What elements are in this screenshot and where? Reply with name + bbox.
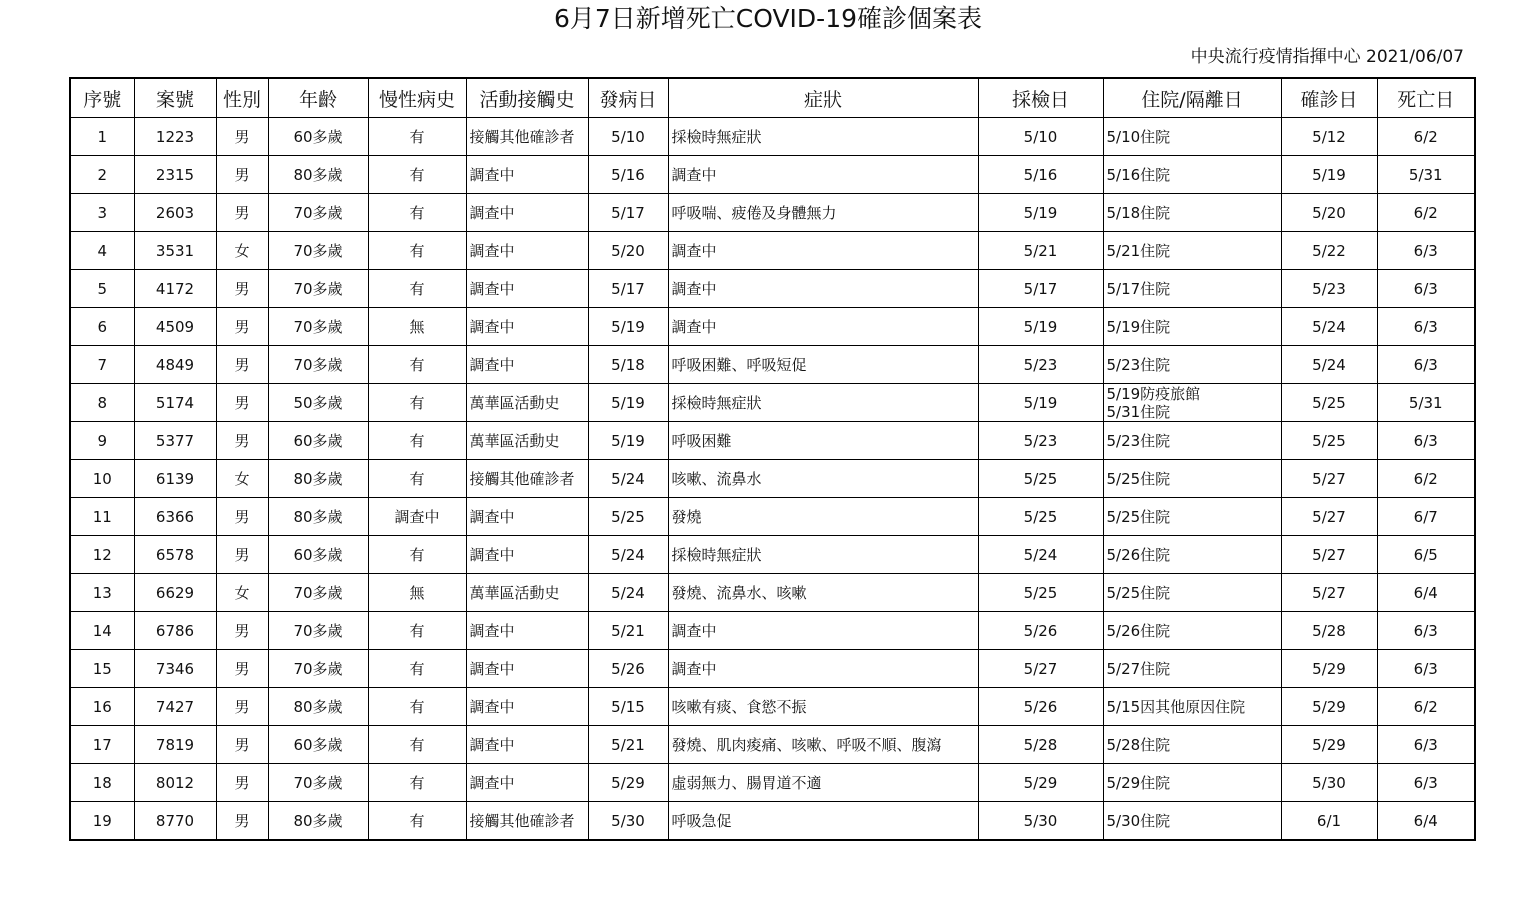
case-number-cell: 4849 [134, 346, 216, 384]
onset-date-cell: 5/15 [588, 688, 668, 726]
contact-history-cell: 調查中 [466, 650, 588, 688]
admission-date-cell: 5/25住院 [1103, 498, 1281, 536]
confirmation-date-cell: 5/25 [1281, 384, 1377, 422]
chronic-history-cell: 有 [368, 536, 466, 574]
symptoms-cell: 調查中 [668, 270, 978, 308]
chronic-history-cell: 有 [368, 118, 466, 156]
death-date-cell: 6/3 [1377, 308, 1475, 346]
symptoms-cell: 調查中 [668, 308, 978, 346]
table-row [70, 688, 1475, 726]
source-date: 中央流行疫情指揮中心 2021/06/07 [1190, 47, 1464, 67]
age-cell: 80多歲 [268, 156, 368, 194]
admission-date-cell: 5/21住院 [1103, 232, 1281, 270]
table-row [70, 764, 1475, 802]
case-number-cell: 2603 [134, 194, 216, 232]
sampling-date-cell: 5/16 [978, 156, 1103, 194]
gender-header: 性別 [216, 78, 268, 118]
case-number-cell: 7427 [134, 688, 216, 726]
chronic-history-cell: 有 [368, 156, 466, 194]
symptoms-cell: 呼吸困難、呼吸短促 [668, 346, 978, 384]
serial-cell: 9 [70, 422, 134, 460]
onset-date-cell: 5/17 [588, 194, 668, 232]
gender-cell: 男 [216, 764, 268, 802]
sampling-date-cell: 5/23 [978, 346, 1103, 384]
death-date-cell: 6/3 [1377, 232, 1475, 270]
table-row [70, 308, 1475, 346]
sampling-date-cell: 5/27 [978, 650, 1103, 688]
age-cell: 80多歲 [268, 460, 368, 498]
serial-cell: 12 [70, 536, 134, 574]
contact-history-cell: 調查中 [466, 688, 588, 726]
table-row [70, 346, 1475, 384]
serial-cell: 16 [70, 688, 134, 726]
serial-cell: 5 [70, 270, 134, 308]
admission-date-cell: 5/26住院 [1103, 612, 1281, 650]
admission-date-header: 住院/隔離日 [1103, 78, 1281, 118]
table-row [70, 384, 1475, 422]
case-number-cell: 2315 [134, 156, 216, 194]
sampling-date-cell: 5/30 [978, 802, 1103, 841]
admission-date-cell: 5/18住院 [1103, 194, 1281, 232]
page-title: 6月7日新增死亡COVID-19確診個案表 [553, 4, 983, 33]
admission-date-cell: 5/29住院 [1103, 764, 1281, 802]
table-row [70, 460, 1475, 498]
serial-cell: 11 [70, 498, 134, 536]
admission-date-cell: 5/26住院 [1103, 536, 1281, 574]
death-date-cell: 6/3 [1377, 726, 1475, 764]
sampling-date-cell: 5/10 [978, 118, 1103, 156]
case-number-cell: 6629 [134, 574, 216, 612]
contact-history-cell: 接觸其他確診者 [466, 118, 588, 156]
sampling-date-cell: 5/19 [978, 384, 1103, 422]
chronic-history-cell: 有 [368, 802, 466, 841]
sampling-date-cell: 5/24 [978, 536, 1103, 574]
age-cell: 70多歲 [268, 346, 368, 384]
gender-cell: 男 [216, 536, 268, 574]
death-date-cell: 6/3 [1377, 612, 1475, 650]
admission-date-cell: 5/25住院 [1103, 574, 1281, 612]
confirmation-date-cell: 5/29 [1281, 650, 1377, 688]
death-date-cell: 6/3 [1377, 270, 1475, 308]
confirmation-date-cell: 5/19 [1281, 156, 1377, 194]
contact-history-cell: 調查中 [466, 346, 588, 384]
confirmation-date-cell: 5/23 [1281, 270, 1377, 308]
age-cell: 70多歲 [268, 232, 368, 270]
contact-history-cell: 調查中 [466, 194, 588, 232]
sampling-date-cell: 5/25 [978, 498, 1103, 536]
death-date-cell: 6/3 [1377, 346, 1475, 384]
confirmation-date-cell: 5/27 [1281, 460, 1377, 498]
sampling-date-cell: 5/29 [978, 764, 1103, 802]
age-cell: 70多歲 [268, 764, 368, 802]
case-number-cell: 4172 [134, 270, 216, 308]
contact-history-cell: 萬華區活動史 [466, 384, 588, 422]
confirmation-date-cell: 5/29 [1281, 688, 1377, 726]
admission-date-cell: 5/10住院 [1103, 118, 1281, 156]
contact-history-cell: 調查中 [466, 498, 588, 536]
onset-date-cell: 5/19 [588, 422, 668, 460]
serial-header: 序號 [70, 78, 134, 118]
confirmation-date-cell: 5/29 [1281, 726, 1377, 764]
contact-history-cell: 調查中 [466, 764, 588, 802]
sampling-date-header: 採檢日 [978, 78, 1103, 118]
symptoms-cell: 虛弱無力、腸胃道不適 [668, 764, 978, 802]
serial-cell: 17 [70, 726, 134, 764]
confirmation-date-cell: 5/27 [1281, 498, 1377, 536]
onset-date-cell: 5/19 [588, 308, 668, 346]
age-cell: 70多歲 [268, 308, 368, 346]
symptoms-cell: 採檢時無症狀 [668, 384, 978, 422]
onset-date-cell: 5/24 [588, 574, 668, 612]
gender-cell: 男 [216, 650, 268, 688]
symptoms-cell: 咳嗽、流鼻水 [668, 460, 978, 498]
serial-cell: 14 [70, 612, 134, 650]
admission-date-cell: 5/23住院 [1103, 422, 1281, 460]
sampling-date-cell: 5/19 [978, 308, 1103, 346]
table-row [70, 422, 1475, 460]
death-date-cell: 6/3 [1377, 764, 1475, 802]
chronic-history-cell: 有 [368, 422, 466, 460]
table-row [70, 612, 1475, 650]
chronic-history-cell: 有 [368, 764, 466, 802]
onset-date-cell: 5/21 [588, 726, 668, 764]
table-row [70, 802, 1475, 841]
confirmation-date-cell: 5/24 [1281, 346, 1377, 384]
age-header: 年齡 [268, 78, 368, 118]
age-cell: 50多歲 [268, 384, 368, 422]
death-date-cell: 6/4 [1377, 802, 1475, 841]
gender-cell: 男 [216, 612, 268, 650]
sampling-date-cell: 5/26 [978, 612, 1103, 650]
case-number-cell: 4509 [134, 308, 216, 346]
table-row [70, 498, 1475, 536]
age-cell: 70多歲 [268, 650, 368, 688]
contact-history-cell: 調查中 [466, 612, 588, 650]
death-date-cell: 5/31 [1377, 156, 1475, 194]
age-cell: 80多歲 [268, 688, 368, 726]
serial-cell: 7 [70, 346, 134, 384]
symptoms-cell: 呼吸困難 [668, 422, 978, 460]
chronic-history-cell: 有 [368, 384, 466, 422]
contact-history-cell: 接觸其他確診者 [466, 802, 588, 841]
onset-date-cell: 5/24 [588, 460, 668, 498]
sampling-date-cell: 5/25 [978, 574, 1103, 612]
case-number-cell: 3531 [134, 232, 216, 270]
admission-date-cell: 5/23住院 [1103, 346, 1281, 384]
age-cell: 60多歲 [268, 118, 368, 156]
symptoms-cell: 發燒 [668, 498, 978, 536]
gender-cell: 女 [216, 574, 268, 612]
onset-date-cell: 5/17 [588, 270, 668, 308]
death-date-header: 死亡日 [1377, 78, 1475, 118]
symptoms-cell: 發燒、肌肉痠痛、咳嗽、呼吸不順、腹瀉 [668, 726, 978, 764]
symptoms-cell: 採檢時無症狀 [668, 536, 978, 574]
chronic-history-cell: 有 [368, 270, 466, 308]
confirmation-date-cell: 5/24 [1281, 308, 1377, 346]
gender-cell: 女 [216, 232, 268, 270]
table-row [70, 232, 1475, 270]
onset-date-cell: 5/25 [588, 498, 668, 536]
age-cell: 70多歲 [268, 574, 368, 612]
case-number-cell: 8770 [134, 802, 216, 841]
onset-date-cell: 5/29 [588, 764, 668, 802]
gender-cell: 男 [216, 308, 268, 346]
serial-cell: 19 [70, 802, 134, 841]
contact-history-cell: 調查中 [466, 156, 588, 194]
table-row [70, 194, 1475, 232]
gender-cell: 男 [216, 194, 268, 232]
onset-date-cell: 5/20 [588, 232, 668, 270]
sampling-date-cell: 5/28 [978, 726, 1103, 764]
table-row [70, 536, 1475, 574]
gender-cell: 男 [216, 384, 268, 422]
table-row [70, 726, 1475, 764]
gender-cell: 男 [216, 802, 268, 841]
admission-date-cell: 5/16住院 [1103, 156, 1281, 194]
symptoms-cell: 呼吸急促 [668, 802, 978, 841]
chronic-history-cell: 有 [368, 194, 466, 232]
admission-date-cell: 5/28住院 [1103, 726, 1281, 764]
case-number-cell: 7346 [134, 650, 216, 688]
death-date-cell: 6/7 [1377, 498, 1475, 536]
sampling-date-cell: 5/26 [978, 688, 1103, 726]
age-cell: 80多歲 [268, 498, 368, 536]
serial-cell: 18 [70, 764, 134, 802]
serial-cell: 2 [70, 156, 134, 194]
serial-cell: 8 [70, 384, 134, 422]
admission-date-cell: 5/19住院 [1103, 308, 1281, 346]
sampling-date-cell: 5/21 [978, 232, 1103, 270]
symptoms-cell: 發燒、流鼻水、咳嗽 [668, 574, 978, 612]
onset-date-cell: 5/21 [588, 612, 668, 650]
confirmation-date-cell: 5/12 [1281, 118, 1377, 156]
case-number-cell: 7819 [134, 726, 216, 764]
chronic-history-cell: 有 [368, 232, 466, 270]
confirmation-date-cell: 5/22 [1281, 232, 1377, 270]
onset-date-cell: 5/24 [588, 536, 668, 574]
gender-cell: 男 [216, 498, 268, 536]
confirmation-date-cell: 5/27 [1281, 574, 1377, 612]
age-cell: 60多歲 [268, 536, 368, 574]
chronic-history-cell: 有 [368, 346, 466, 384]
serial-cell: 3 [70, 194, 134, 232]
age-cell: 70多歲 [268, 270, 368, 308]
sampling-date-cell: 5/23 [978, 422, 1103, 460]
cases-table [69, 77, 1476, 841]
table-row [70, 156, 1475, 194]
case-number-cell: 8012 [134, 764, 216, 802]
gender-cell: 男 [216, 688, 268, 726]
death-date-cell: 6/3 [1377, 650, 1475, 688]
admission-date-cell: 5/17住院 [1103, 270, 1281, 308]
table-header-row [70, 78, 1475, 118]
confirmation-date-cell: 6/1 [1281, 802, 1377, 841]
serial-cell: 1 [70, 118, 134, 156]
admission-date-cell: 5/27住院 [1103, 650, 1281, 688]
symptoms-cell: 調查中 [668, 156, 978, 194]
contact-history-header: 活動接觸史 [466, 78, 588, 118]
case-number-cell: 6139 [134, 460, 216, 498]
chronic-history-cell: 有 [368, 612, 466, 650]
table-row [70, 118, 1475, 156]
chronic-history-cell: 有 [368, 726, 466, 764]
table-row [70, 574, 1475, 612]
admission-date-cell: 5/30住院 [1103, 802, 1281, 841]
admission-date-cell: 5/19防疫旅館 5/31住院 [1103, 384, 1281, 422]
death-date-cell: 6/2 [1377, 460, 1475, 498]
contact-history-cell: 萬華區活動史 [466, 574, 588, 612]
contact-history-cell: 調查中 [466, 270, 588, 308]
death-date-cell: 6/3 [1377, 422, 1475, 460]
onset-date-header: 發病日 [588, 78, 668, 118]
contact-history-cell: 調查中 [466, 536, 588, 574]
age-cell: 70多歲 [268, 612, 368, 650]
age-cell: 60多歲 [268, 422, 368, 460]
confirmation-date-cell: 5/25 [1281, 422, 1377, 460]
case-number-cell: 6786 [134, 612, 216, 650]
contact-history-cell: 萬華區活動史 [466, 422, 588, 460]
admission-date-cell: 5/15因其他原因住院 [1103, 688, 1281, 726]
symptoms-cell: 咳嗽有痰、食慾不振 [668, 688, 978, 726]
chronic-history-cell: 無 [368, 308, 466, 346]
admission-date-cell: 5/25住院 [1103, 460, 1281, 498]
death-date-cell: 6/2 [1377, 688, 1475, 726]
symptoms-header: 症狀 [668, 78, 978, 118]
onset-date-cell: 5/16 [588, 156, 668, 194]
symptoms-cell: 呼吸喘、疲倦及身體無力 [668, 194, 978, 232]
case-number-cell: 6578 [134, 536, 216, 574]
serial-cell: 15 [70, 650, 134, 688]
chronic-history-cell: 無 [368, 574, 466, 612]
age-cell: 80多歲 [268, 802, 368, 841]
contact-history-cell: 調查中 [466, 232, 588, 270]
onset-date-cell: 5/18 [588, 346, 668, 384]
age-cell: 70多歲 [268, 194, 368, 232]
symptoms-cell: 採檢時無症狀 [668, 118, 978, 156]
gender-cell: 女 [216, 460, 268, 498]
contact-history-cell: 接觸其他確診者 [466, 460, 588, 498]
gender-cell: 男 [216, 270, 268, 308]
case-number-cell: 5174 [134, 384, 216, 422]
confirmation-date-cell: 5/20 [1281, 194, 1377, 232]
symptoms-cell: 調查中 [668, 650, 978, 688]
onset-date-cell: 5/10 [588, 118, 668, 156]
symptoms-cell: 調查中 [668, 612, 978, 650]
table-row [70, 650, 1475, 688]
death-date-cell: 6/4 [1377, 574, 1475, 612]
gender-cell: 男 [216, 346, 268, 384]
sampling-date-cell: 5/19 [978, 194, 1103, 232]
chronic-history-cell: 有 [368, 650, 466, 688]
sampling-date-cell: 5/25 [978, 460, 1103, 498]
chronic-history-cell: 調查中 [368, 498, 466, 536]
death-date-cell: 5/31 [1377, 384, 1475, 422]
case-number-cell: 1223 [134, 118, 216, 156]
table-body [70, 118, 1475, 841]
confirmation-date-cell: 5/28 [1281, 612, 1377, 650]
sampling-date-cell: 5/17 [978, 270, 1103, 308]
table-row [70, 270, 1475, 308]
death-date-cell: 6/5 [1377, 536, 1475, 574]
gender-cell: 男 [216, 118, 268, 156]
serial-cell: 6 [70, 308, 134, 346]
gender-cell: 男 [216, 156, 268, 194]
confirmation-date-header: 確診日 [1281, 78, 1377, 118]
case-number-cell: 6366 [134, 498, 216, 536]
gender-cell: 男 [216, 422, 268, 460]
confirmation-date-cell: 5/27 [1281, 536, 1377, 574]
gender-cell: 男 [216, 726, 268, 764]
serial-cell: 13 [70, 574, 134, 612]
chronic-history-header: 慢性病史 [368, 78, 466, 118]
age-cell: 60多歲 [268, 726, 368, 764]
onset-date-cell: 5/30 [588, 802, 668, 841]
chronic-history-cell: 有 [368, 688, 466, 726]
serial-cell: 10 [70, 460, 134, 498]
serial-cell: 4 [70, 232, 134, 270]
onset-date-cell: 5/19 [588, 384, 668, 422]
contact-history-cell: 調查中 [466, 726, 588, 764]
confirmation-date-cell: 5/30 [1281, 764, 1377, 802]
symptoms-cell: 調查中 [668, 232, 978, 270]
chronic-history-cell: 有 [368, 460, 466, 498]
death-date-cell: 6/2 [1377, 118, 1475, 156]
contact-history-cell: 調查中 [466, 308, 588, 346]
death-date-cell: 6/2 [1377, 194, 1475, 232]
onset-date-cell: 5/26 [588, 650, 668, 688]
case-number-cell: 5377 [134, 422, 216, 460]
case-number-header: 案號 [134, 78, 216, 118]
